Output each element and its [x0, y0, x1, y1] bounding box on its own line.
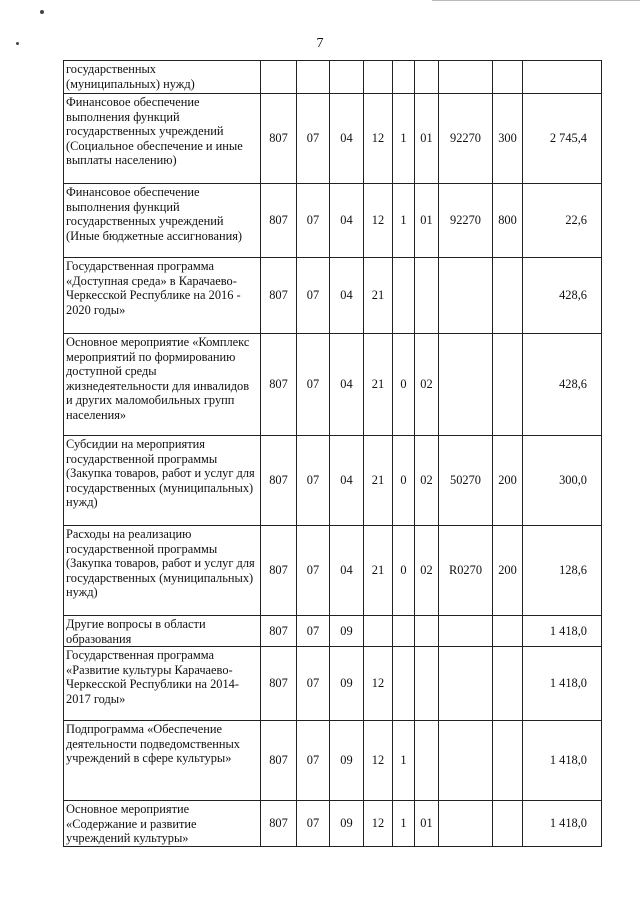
subprogram-code-cell: 0	[393, 436, 415, 526]
expense-type-cell: 200	[493, 436, 523, 526]
amount-cell	[523, 61, 602, 94]
subsection-cell: 04	[330, 436, 364, 526]
table-row	[64, 801, 602, 847]
ministry-code-cell: 807	[261, 721, 297, 801]
amount-cell: 1 418,0	[523, 801, 602, 847]
subprogram-code-cell	[393, 647, 415, 721]
table-row	[64, 184, 602, 258]
program-code-cell: 12	[364, 801, 393, 847]
subsection-cell: 04	[330, 94, 364, 184]
program-code-cell: 21	[364, 334, 393, 436]
row-name-cell: Основное мероприятие «Комплекс мероприятий по формированию доступной среды жизнедеятельности для инвалидов и других маломобильных групп населения»	[64, 334, 261, 436]
direction-code-cell	[439, 801, 493, 847]
program-code-cell: 12	[364, 721, 393, 801]
subprogram-code-cell	[393, 616, 415, 647]
amount-cell: 1 418,0	[523, 721, 602, 801]
row-name-cell: Основное мероприятие «Содержание и развитие учреждений культуры»	[64, 801, 261, 847]
row-name-cell: Субсидии на мероприятия государственной программы (Закупка товаров, работ и услуг для государственных (муниципальных) нужд)	[64, 436, 261, 526]
amount-cell: 2 745,4	[523, 94, 602, 184]
subprogram-code-cell: 1	[393, 801, 415, 847]
ministry-code-cell: 807	[261, 526, 297, 616]
subsection-cell: 04	[330, 526, 364, 616]
row-name-cell: Финансовое обеспечение выполнения функций государственных учреждений (Иные бюджетные ассигнования)	[64, 184, 261, 258]
direction-code-cell: 92270	[439, 184, 493, 258]
program-code-cell: 21	[364, 258, 393, 334]
section-cell: 07	[297, 721, 330, 801]
row-name-cell: Государственная программа «Развитие культуры Карачаево-Черкесской Республики на 2014-2017 годы»	[64, 647, 261, 721]
page-number: 7	[316, 36, 324, 51]
amount-cell: 428,6	[523, 334, 602, 436]
subsection-cell	[330, 61, 364, 94]
expense-type-cell	[493, 61, 523, 94]
activity-code-cell	[415, 721, 439, 801]
expense-type-cell	[493, 647, 523, 721]
subprogram-code-cell	[393, 258, 415, 334]
budget-table	[63, 60, 602, 847]
section-cell: 07	[297, 258, 330, 334]
activity-code-cell: 02	[415, 526, 439, 616]
subsection-cell: 04	[330, 258, 364, 334]
section-cell: 07	[297, 94, 330, 184]
activity-code-cell	[415, 616, 439, 647]
activity-code-cell	[415, 61, 439, 94]
direction-code-cell: 92270	[439, 94, 493, 184]
amount-cell: 22,6	[523, 184, 602, 258]
direction-code-cell	[439, 334, 493, 436]
program-code-cell	[364, 616, 393, 647]
direction-code-cell	[439, 647, 493, 721]
section-cell: 07	[297, 647, 330, 721]
expense-type-cell: 800	[493, 184, 523, 258]
activity-code-cell	[415, 647, 439, 721]
section-cell: 07	[297, 801, 330, 847]
ministry-code-cell: 807	[261, 436, 297, 526]
amount-cell: 1 418,0	[523, 647, 602, 721]
direction-code-cell	[439, 616, 493, 647]
subsection-cell: 04	[330, 334, 364, 436]
section-cell	[297, 61, 330, 94]
amount-cell: 300,0	[523, 436, 602, 526]
direction-code-cell: R0270	[439, 526, 493, 616]
ministry-code-cell: 807	[261, 616, 297, 647]
program-code-cell: 12	[364, 647, 393, 721]
table-body	[64, 61, 602, 847]
table-row	[64, 334, 602, 436]
activity-code-cell: 02	[415, 334, 439, 436]
section-cell: 07	[297, 526, 330, 616]
scan-speck	[40, 10, 44, 14]
table-row	[64, 258, 602, 334]
ministry-code-cell: 807	[261, 94, 297, 184]
ministry-code-cell: 807	[261, 334, 297, 436]
row-name-cell: Финансовое обеспечение выполнения функций государственных учреждений (Социальное обеспечение и иные выплаты населению)	[64, 94, 261, 184]
section-cell: 07	[297, 436, 330, 526]
subprogram-code-cell	[393, 61, 415, 94]
section-cell: 07	[297, 616, 330, 647]
ministry-code-cell: 807	[261, 801, 297, 847]
activity-code-cell: 01	[415, 801, 439, 847]
section-cell: 07	[297, 334, 330, 436]
subprogram-code-cell: 0	[393, 334, 415, 436]
row-name-cell: государственных (муниципальных) нужд)	[64, 61, 261, 94]
program-code-cell: 21	[364, 526, 393, 616]
row-name-cell: Другие вопросы в области образования	[64, 616, 261, 647]
expense-type-cell	[493, 616, 523, 647]
subprogram-code-cell: 0	[393, 526, 415, 616]
scan-edge-line	[432, 0, 640, 1]
subsection-cell: 09	[330, 801, 364, 847]
amount-cell: 128,6	[523, 526, 602, 616]
activity-code-cell: 02	[415, 436, 439, 526]
table-row	[64, 436, 602, 526]
table-row	[64, 526, 602, 616]
direction-code-cell: 50270	[439, 436, 493, 526]
program-code-cell	[364, 61, 393, 94]
section-cell: 07	[297, 184, 330, 258]
program-code-cell: 21	[364, 436, 393, 526]
direction-code-cell	[439, 258, 493, 334]
table-row	[64, 616, 602, 647]
table-row	[64, 647, 602, 721]
ministry-code-cell: 807	[261, 647, 297, 721]
direction-code-cell	[439, 61, 493, 94]
expense-type-cell: 200	[493, 526, 523, 616]
subprogram-code-cell: 1	[393, 184, 415, 258]
expense-type-cell	[493, 721, 523, 801]
program-code-cell: 12	[364, 94, 393, 184]
direction-code-cell	[439, 721, 493, 801]
subprogram-code-cell: 1	[393, 94, 415, 184]
subsection-cell: 04	[330, 184, 364, 258]
expense-type-cell	[493, 258, 523, 334]
activity-code-cell: 01	[415, 184, 439, 258]
row-name-cell: Подпрограмма «Обеспечение деятельности подведомственных учреждений в сфере культуры»	[64, 721, 261, 801]
amount-cell: 1 418,0	[523, 616, 602, 647]
expense-type-cell: 300	[493, 94, 523, 184]
ministry-code-cell	[261, 61, 297, 94]
activity-code-cell	[415, 258, 439, 334]
ministry-code-cell: 807	[261, 184, 297, 258]
table-row	[64, 61, 602, 94]
expense-type-cell	[493, 334, 523, 436]
ministry-code-cell: 807	[261, 258, 297, 334]
subprogram-code-cell: 1	[393, 721, 415, 801]
table-row	[64, 721, 602, 801]
table-row	[64, 94, 602, 184]
subsection-cell: 09	[330, 721, 364, 801]
amount-cell: 428,6	[523, 258, 602, 334]
subsection-cell: 09	[330, 647, 364, 721]
expense-type-cell	[493, 801, 523, 847]
activity-code-cell: 01	[415, 94, 439, 184]
row-name-cell: Расходы на реализацию государственной программы (Закупка товаров, работ и услуг для государственных (муниципальных) нужд)	[64, 526, 261, 616]
program-code-cell: 12	[364, 184, 393, 258]
subsection-cell: 09	[330, 616, 364, 647]
row-name-cell: Государственная программа «Доступная среда» в Карачаево-Черкесской Республике на 2016 - 2020 годы»	[64, 258, 261, 334]
